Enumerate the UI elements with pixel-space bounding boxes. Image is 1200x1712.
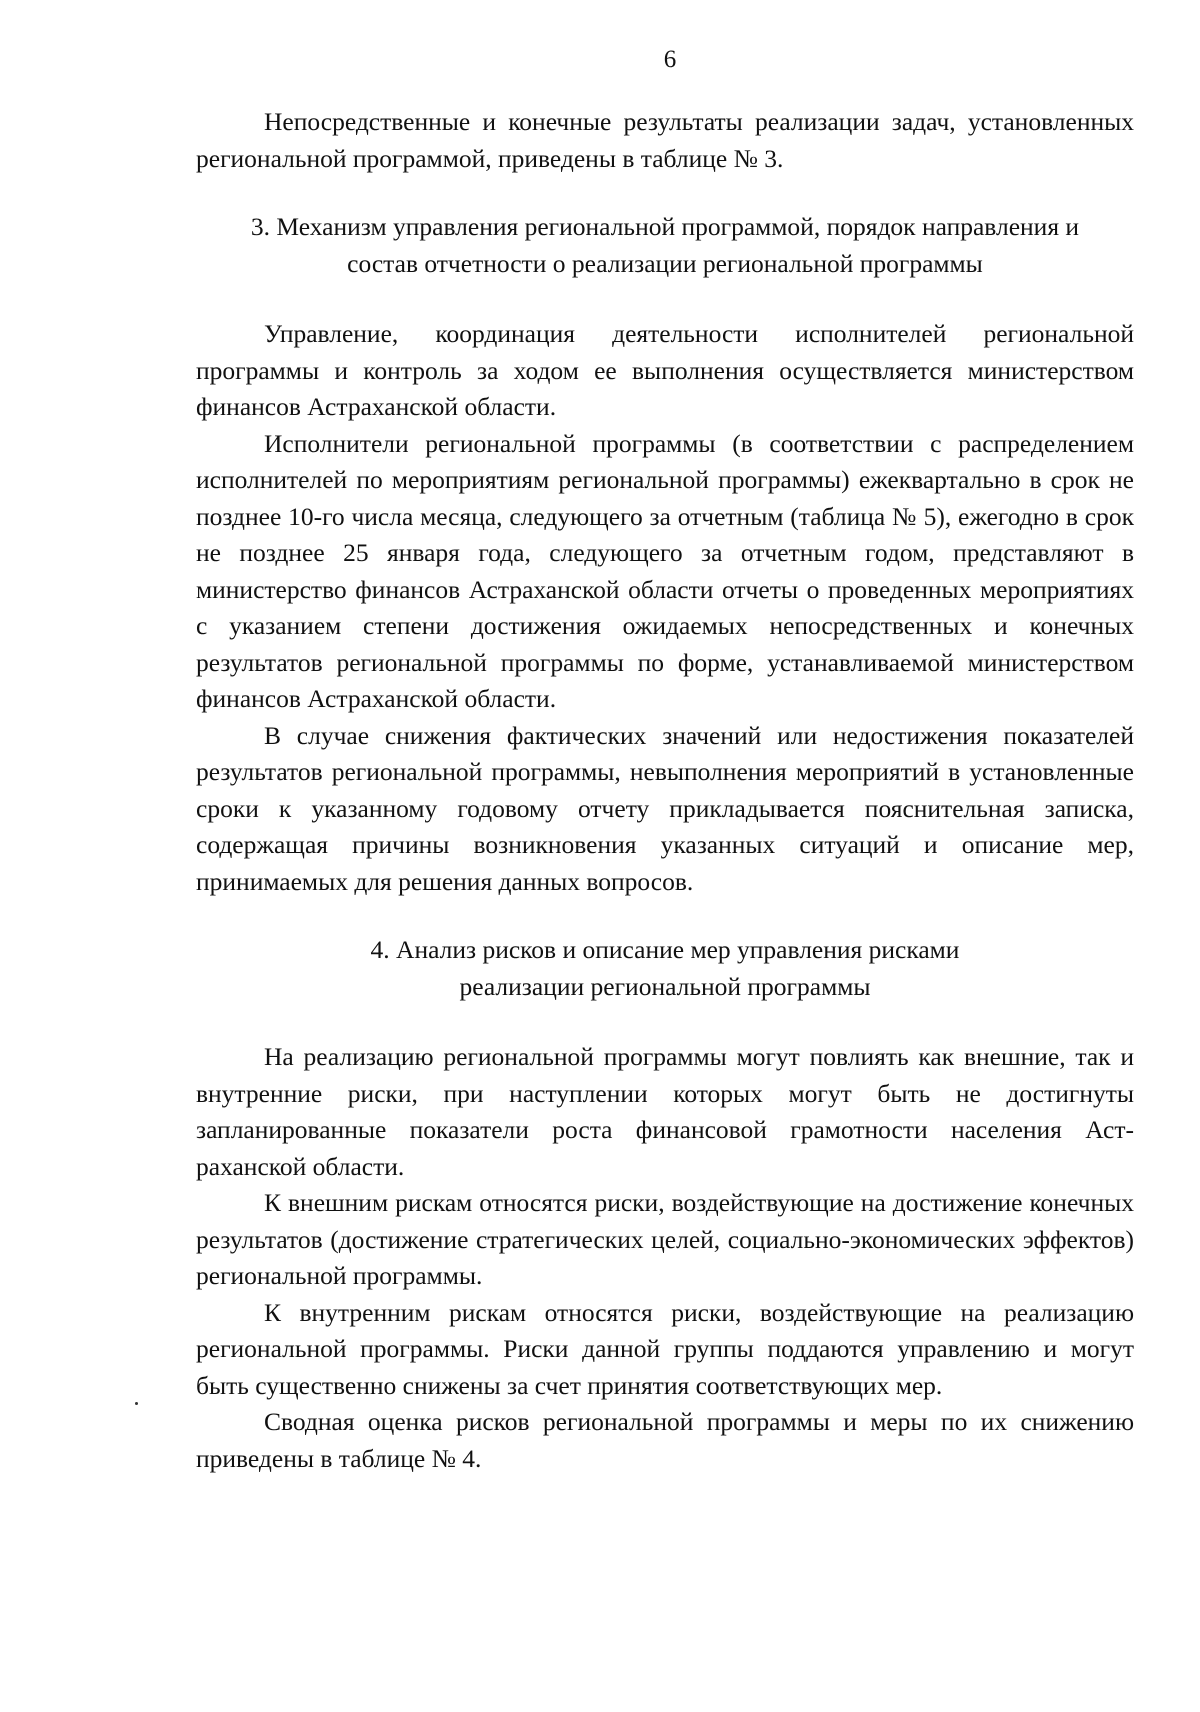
section-3-heading-line-2: состав отчетности о реализации региональной программы [347,248,983,278]
page-content [196,104,1134,1477]
section-4-heading-line-1: 4. Анализ рисков и описание мер управления рисками [370,935,960,964]
section-4-paragraph: Сводная оценка рисков региональной программы и меры по их снижению приведены в таблице № 4. [196,1407,1134,1473]
section-4-paragraph: На реализацию региональной программы могут повлиять как внешние, так и внутренние риски, при наступлении которых могут быть не достигнуты запланированные показатели роста финансовой грамотности населения Астраханской области. [196,1042,1134,1181]
section-3-heading [196,209,1134,282]
section-3-heading-line-1: 3. Механизм управления региональной программой, порядок направления и [250,212,1080,241]
intro-paragraph: Непосредственные и конечные результаты реализации задач, установленных региональной программой, приведены в таблице № 3. [196,107,1134,173]
scan-speck [135,1402,138,1405]
section-4-heading-line-2: реализации региональной программы [459,971,871,1001]
section-4-paragraph: К внутренним рискам относятся риски, воздействующие на реализацию региональной программы. Риски данной группы поддаются управлению и могут быть существенно снижены за счет принятия соответствующих мер. [196,1297,1134,1400]
section-4-heading [196,932,1134,1005]
page-number: 6 [663,46,677,73]
section-3-paragraph: В случае снижения фактических значений или недостижения показателей результатов региональной программы, невыполнения мероприятий в установленные сроки к указанному годовому отчету прикладывается пояснительная записка, содержащая причины возникновения указанных ситуаций и описание мер, принимаемых для решения данных вопросов. [196,720,1134,896]
section-4-paragraph: К внешним рискам относятся риски, воздействующие на достижение конечных результатов (достижение стратегических целей, социально-экономических эффектов) региональной программы. [196,1188,1134,1290]
section-3-paragraph: Исполнители региональной программы (в соответствии с распределением исполнителей по мероприятиям региональной программы) ежеквартально в срок не позднее 10-го числа месяца, следующего за отчетным (таблица № 5), ежегодно в срок не позднее 25 января года, следующего за отчетным годом, представляют в министерство финансов Астраханской области отчеты о проведенных мероприятиях с указанием степени достижения ожидаемых непосредственных и конечных результатов региональной программы по форме, устанавливаемой министерством финансов Астраханской области. [196,428,1134,713]
section-3-paragraph: Управление, координация деятельности исполнителей региональной программы и контроль за ходом ее выполнения осуществляется министерством финансов Астраханской области. [196,319,1134,421]
